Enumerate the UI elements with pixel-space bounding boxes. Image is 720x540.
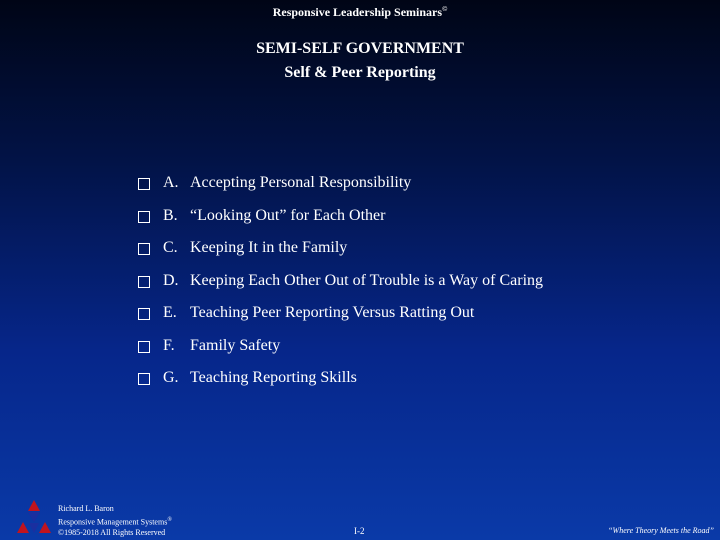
slide-title-line2: Self & Peer Reporting [284, 64, 436, 81]
checkbox-icon [138, 276, 150, 288]
checkbox-icon [138, 211, 150, 223]
page-number: I-2 [354, 526, 365, 536]
tagline: “Where Theory Meets the Road” [608, 526, 714, 535]
company-logo-icon [12, 499, 56, 537]
checkbox-icon [138, 373, 150, 385]
slide-title-line1: SEMI-SELF GOVERNMENT [256, 40, 464, 57]
checkbox-icon [138, 308, 150, 320]
copyright-mark: © [442, 5, 448, 13]
checkbox-icon [138, 243, 150, 255]
copyright-notice: ©1985-2018 All Rights Reserved [58, 527, 166, 537]
footer-credits [58, 504, 172, 538]
list-item: G. Teaching Reporting Skills [138, 365, 543, 398]
company-name: Responsive Management Systems® [58, 516, 172, 527]
checkbox-icon [138, 341, 150, 353]
topic-list [138, 170, 543, 398]
slide-title [0, 37, 720, 85]
list-item: D. Keeping Each Other Out of Trouble is a Way of Caring [138, 268, 543, 301]
seminar-header: Responsive Leadership Seminars© [272, 5, 448, 19]
list-item: E. Teaching Peer Reporting Versus Ratting Out [138, 300, 543, 333]
list-item: A. Accepting Personal Responsibility [138, 170, 543, 203]
list-item: F. Family Safety [138, 333, 543, 366]
author-name: Richard L. Baron [58, 504, 114, 513]
list-item: B. “Looking Out” for Each Other [138, 203, 543, 236]
checkbox-icon [138, 178, 150, 190]
list-item: C. Keeping It in the Family [138, 235, 543, 268]
